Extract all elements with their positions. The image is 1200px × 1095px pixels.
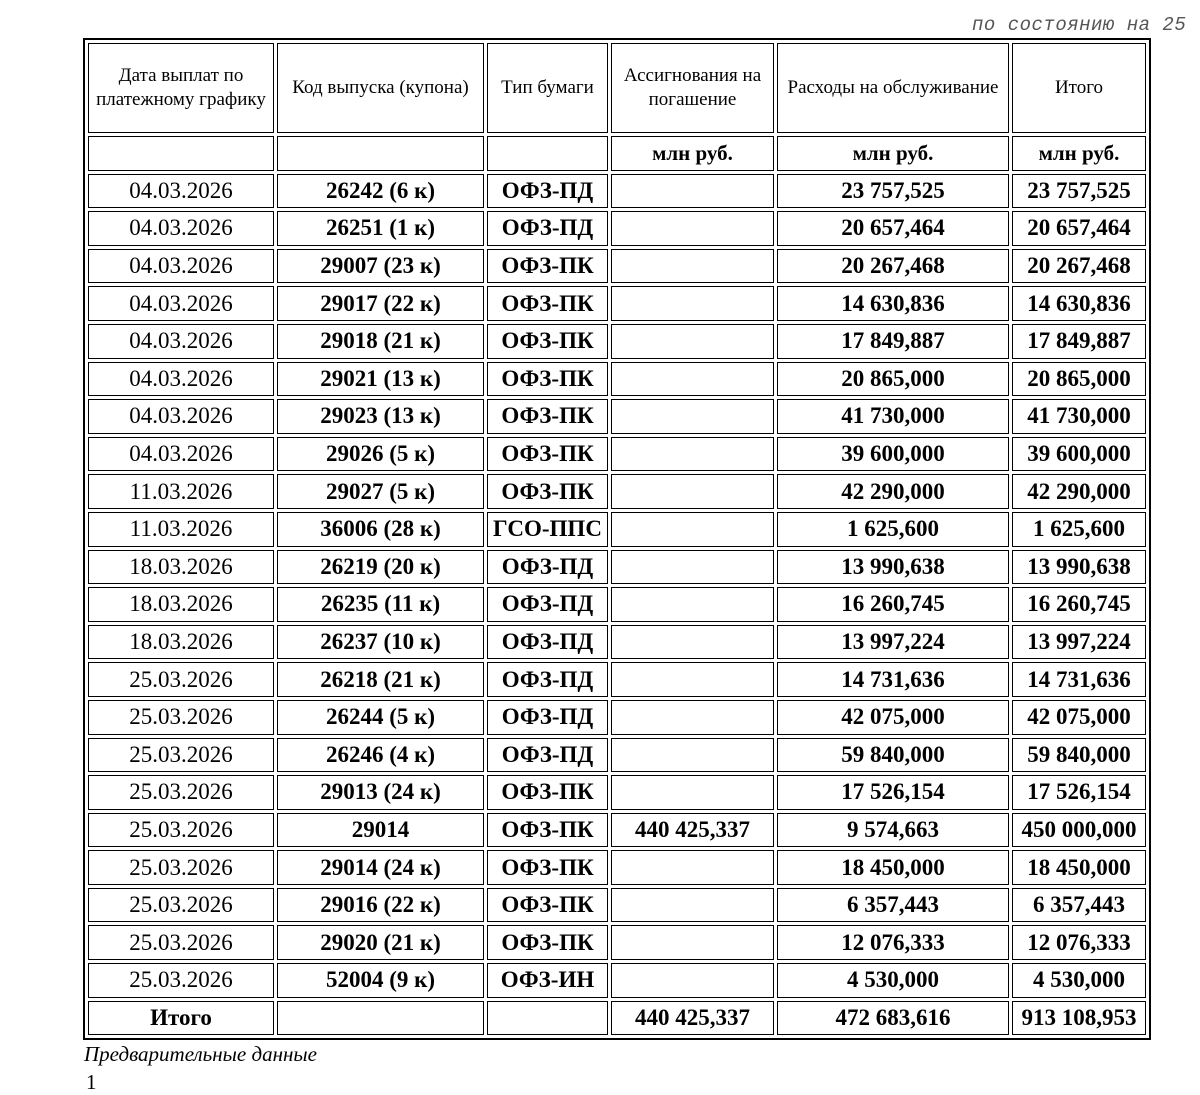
- cell-type: ОФЗ-ПД: [487, 174, 608, 209]
- table-row: [88, 813, 1146, 848]
- cell-redemption: [611, 474, 774, 509]
- cell-total: 20 267,468: [1012, 249, 1146, 284]
- cell-code: 29021 (13 к): [277, 362, 484, 397]
- cell-type: ОФЗ-ПД: [487, 550, 608, 585]
- col-header-code: Код выпуска (купона): [277, 43, 484, 133]
- cell-type: ОФЗ-ПК: [487, 925, 608, 960]
- cell-total: 14 630,836: [1012, 286, 1146, 321]
- col-header-service: Расходы на обслуживание: [777, 43, 1009, 133]
- cell-service: 14 630,836: [777, 286, 1009, 321]
- header-row: [88, 43, 1146, 133]
- cell-redemption: [611, 512, 774, 547]
- cell-date: 11.03.2026: [88, 512, 274, 547]
- col-header-total: Итого: [1012, 43, 1146, 133]
- unit-cell: [277, 136, 484, 171]
- cell-total: 18 450,000: [1012, 850, 1146, 885]
- cell-service: 20 657,464: [777, 211, 1009, 246]
- cell-type: ОФЗ-ПД: [487, 587, 608, 622]
- cell-total: 20 865,000: [1012, 362, 1146, 397]
- cell-service: 14 731,636: [777, 662, 1009, 697]
- cell-redemption: [611, 662, 774, 697]
- units-row: [88, 136, 1146, 171]
- cell-service: 4 530,000: [777, 963, 1009, 998]
- col-header-type: Тип бумаги: [487, 43, 608, 133]
- cell-code: 29007 (23 к): [277, 249, 484, 284]
- page-number: 1: [86, 1070, 97, 1094]
- cell-service: 6 357,443: [777, 888, 1009, 923]
- cell-redemption: [611, 738, 774, 773]
- cell-redemption: [611, 925, 774, 960]
- cell-code: 29013 (24 к): [277, 775, 484, 810]
- cell-service: 42 290,000: [777, 474, 1009, 509]
- cell-date: 25.03.2026: [88, 963, 274, 998]
- cell-date: 04.03.2026: [88, 437, 274, 472]
- cell-type: ОФЗ-ПК: [487, 362, 608, 397]
- cell-code: 26218 (21 к): [277, 662, 484, 697]
- cell-redemption: 440 425,337: [611, 813, 774, 848]
- cell-code: 29018 (21 к): [277, 324, 484, 359]
- cell-date: 25.03.2026: [88, 925, 274, 960]
- cell-redemption: [611, 362, 774, 397]
- table-row: [88, 738, 1146, 773]
- cell-total: 6 357,443: [1012, 888, 1146, 923]
- table-row: [88, 625, 1146, 660]
- cell-code: 29016 (22 к): [277, 888, 484, 923]
- cell-redemption: [611, 850, 774, 885]
- cell-date: 18.03.2026: [88, 625, 274, 660]
- cell-code: 29023 (13 к): [277, 399, 484, 434]
- cell-redemption: [611, 625, 774, 660]
- table-row: [88, 888, 1146, 923]
- cell-redemption: [611, 437, 774, 472]
- total-row: [88, 1001, 1146, 1036]
- cell-type: ОФЗ-ПД: [487, 700, 608, 735]
- cell-total: 13 997,224: [1012, 625, 1146, 660]
- cell-redemption: [611, 888, 774, 923]
- cell-total: 13 990,638: [1012, 550, 1146, 585]
- cell-service: 12 076,333: [777, 925, 1009, 960]
- report-date-note: по состоянию на 25: [972, 14, 1187, 36]
- total-empty: [487, 1001, 608, 1036]
- cell-date: 04.03.2026: [88, 286, 274, 321]
- cell-redemption: [611, 286, 774, 321]
- cell-code: 26246 (4 к): [277, 738, 484, 773]
- cell-code: 29017 (22 к): [277, 286, 484, 321]
- cell-date: 04.03.2026: [88, 399, 274, 434]
- cell-date: 04.03.2026: [88, 249, 274, 284]
- cell-type: ОФЗ-ПК: [487, 474, 608, 509]
- cell-service: 16 260,745: [777, 587, 1009, 622]
- cell-code: 26251 (1 к): [277, 211, 484, 246]
- cell-type: ОФЗ-ПД: [487, 738, 608, 773]
- cell-type: ОФЗ-ПК: [487, 775, 608, 810]
- cell-total: 14 731,636: [1012, 662, 1146, 697]
- cell-date: 18.03.2026: [88, 550, 274, 585]
- table-row: [88, 437, 1146, 472]
- cell-type: ОФЗ-ПК: [487, 850, 608, 885]
- cell-type: ОФЗ-ПК: [487, 399, 608, 434]
- cell-redemption: [611, 550, 774, 585]
- cell-redemption: [611, 174, 774, 209]
- cell-total: 39 600,000: [1012, 437, 1146, 472]
- cell-date: 25.03.2026: [88, 888, 274, 923]
- cell-service: 20 267,468: [777, 249, 1009, 284]
- cell-service: 39 600,000: [777, 437, 1009, 472]
- cell-service: 17 526,154: [777, 775, 1009, 810]
- cell-total: 17 526,154: [1012, 775, 1146, 810]
- cell-date: 04.03.2026: [88, 211, 274, 246]
- unit-cell: млн руб.: [777, 136, 1009, 171]
- cell-type: ГСО-ППС: [487, 512, 608, 547]
- cell-total: 41 730,000: [1012, 399, 1146, 434]
- cell-type: ОФЗ-ПК: [487, 324, 608, 359]
- table-row: [88, 362, 1146, 397]
- cell-code: 29026 (5 к): [277, 437, 484, 472]
- preliminary-data-note: Предварительные данные: [84, 1042, 317, 1066]
- table-row: [88, 963, 1146, 998]
- cell-date: 25.03.2026: [88, 700, 274, 735]
- cell-type: ОФЗ-ПД: [487, 662, 608, 697]
- unit-cell: [88, 136, 274, 171]
- cell-date: 04.03.2026: [88, 174, 274, 209]
- total-grand: 913 108,953: [1012, 1001, 1146, 1036]
- cell-code: 36006 (28 к): [277, 512, 484, 547]
- table-row: [88, 474, 1146, 509]
- cell-total: 42 075,000: [1012, 700, 1146, 735]
- cell-service: 13 997,224: [777, 625, 1009, 660]
- cell-date: 04.03.2026: [88, 324, 274, 359]
- unit-cell: млн руб.: [611, 136, 774, 171]
- cell-service: 41 730,000: [777, 399, 1009, 434]
- cell-redemption: [611, 587, 774, 622]
- cell-code: 29014: [277, 813, 484, 848]
- cell-code: 26244 (5 к): [277, 700, 484, 735]
- table-row: [88, 775, 1146, 810]
- cell-redemption: [611, 249, 774, 284]
- cell-code: 26237 (10 к): [277, 625, 484, 660]
- table-row: [88, 850, 1146, 885]
- cell-code: 52004 (9 к): [277, 963, 484, 998]
- unit-cell: млн руб.: [1012, 136, 1146, 171]
- cell-date: 25.03.2026: [88, 775, 274, 810]
- cell-total: 16 260,745: [1012, 587, 1146, 622]
- cell-redemption: [611, 211, 774, 246]
- table-row: [88, 324, 1146, 359]
- cell-type: ОФЗ-ПК: [487, 888, 608, 923]
- cell-date: 25.03.2026: [88, 662, 274, 697]
- table-row: [88, 550, 1146, 585]
- cell-type: ОФЗ-ПК: [487, 286, 608, 321]
- cell-date: 18.03.2026: [88, 587, 274, 622]
- cell-service: 59 840,000: [777, 738, 1009, 773]
- total-service: 472 683,616: [777, 1001, 1009, 1036]
- cell-type: ОФЗ-ПК: [487, 437, 608, 472]
- table-row: [88, 399, 1146, 434]
- cell-type: ОФЗ-ПД: [487, 211, 608, 246]
- cell-total: 1 625,600: [1012, 512, 1146, 547]
- payment-schedule-table: [83, 38, 1151, 1040]
- cell-service: 13 990,638: [777, 550, 1009, 585]
- table-row: [88, 662, 1146, 697]
- table-row: [88, 211, 1146, 246]
- total-empty: [277, 1001, 484, 1036]
- cell-date: 25.03.2026: [88, 850, 274, 885]
- table-row: [88, 286, 1146, 321]
- cell-date: 25.03.2026: [88, 813, 274, 848]
- total-redemption: 440 425,337: [611, 1001, 774, 1036]
- cell-redemption: [611, 775, 774, 810]
- cell-total: 20 657,464: [1012, 211, 1146, 246]
- cell-code: 29020 (21 к): [277, 925, 484, 960]
- col-header-redemption: Ассигнования на погашение: [611, 43, 774, 133]
- cell-type: ОФЗ-ПК: [487, 813, 608, 848]
- cell-type: ОФЗ-ПК: [487, 249, 608, 284]
- cell-type: ОФЗ-ПД: [487, 625, 608, 660]
- cell-service: 23 757,525: [777, 174, 1009, 209]
- cell-total: 23 757,525: [1012, 174, 1146, 209]
- cell-redemption: [611, 324, 774, 359]
- cell-code: 29027 (5 к): [277, 474, 484, 509]
- cell-type: ОФЗ-ИН: [487, 963, 608, 998]
- cell-redemption: [611, 399, 774, 434]
- cell-redemption: [611, 700, 774, 735]
- cell-total: 450 000,000: [1012, 813, 1146, 848]
- cell-total: 59 840,000: [1012, 738, 1146, 773]
- cell-service: 18 450,000: [777, 850, 1009, 885]
- table-row: [88, 700, 1146, 735]
- cell-service: 20 865,000: [777, 362, 1009, 397]
- cell-service: 9 574,663: [777, 813, 1009, 848]
- cell-code: 26242 (6 к): [277, 174, 484, 209]
- cell-service: 42 075,000: [777, 700, 1009, 735]
- table-row: [88, 512, 1146, 547]
- cell-date: 04.03.2026: [88, 362, 274, 397]
- cell-code: 26219 (20 к): [277, 550, 484, 585]
- cell-service: 1 625,600: [777, 512, 1009, 547]
- table-row: [88, 925, 1146, 960]
- cell-total: 12 076,333: [1012, 925, 1146, 960]
- cell-total: 42 290,000: [1012, 474, 1146, 509]
- cell-date: 25.03.2026: [88, 738, 274, 773]
- cell-total: 17 849,887: [1012, 324, 1146, 359]
- cell-service: 17 849,887: [777, 324, 1009, 359]
- cell-code: 29014 (24 к): [277, 850, 484, 885]
- table-row: [88, 174, 1146, 209]
- cell-code: 26235 (11 к): [277, 587, 484, 622]
- cell-redemption: [611, 963, 774, 998]
- cell-total: 4 530,000: [1012, 963, 1146, 998]
- cell-date: 11.03.2026: [88, 474, 274, 509]
- table-row: [88, 249, 1146, 284]
- unit-cell: [487, 136, 608, 171]
- table-row: [88, 587, 1146, 622]
- col-header-date: Дата выплат по платежному графику: [88, 43, 274, 133]
- total-label: Итого: [88, 1001, 274, 1036]
